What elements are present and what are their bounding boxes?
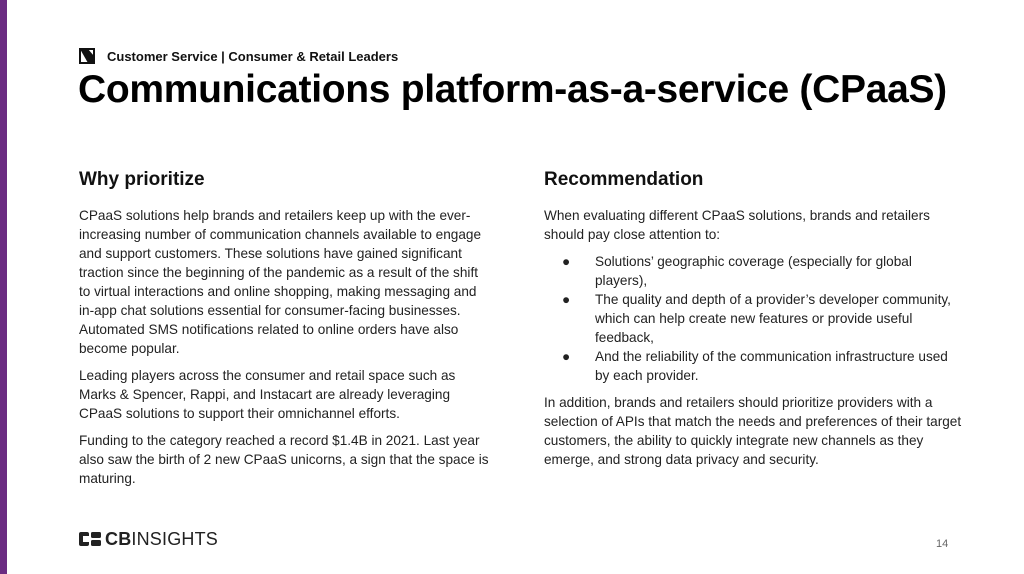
bullet-icon: ● xyxy=(562,349,571,364)
bullet-icon: ● xyxy=(562,292,571,307)
cb-insights-logo-icon xyxy=(79,532,101,546)
intro-paragraph: When evaluating different CPaaS solutions, brands and retailers should pay close attention to: xyxy=(544,208,930,242)
category-label: Customer Service | Consumer & Retail Leaders xyxy=(107,48,399,64)
section-heading: Recommendation xyxy=(544,169,704,190)
list-item xyxy=(544,290,964,347)
paragraph: CPaaS solutions help brands and retailers keep up with the ever-increasing number of communication channels available to engage and support customers. These solutions have gained significant traction since the beginning of the pandemic as a result of the shift to virtual interactions and online shopping, making messaging and in-app chat solutions essential for consumer-facing businesses. Automated SMS notifications related to online orders have also become popular. xyxy=(79,208,482,356)
cb-square-logo-icon xyxy=(79,48,95,64)
closing-paragraph: In addition, brands and retailers should prioritize providers with a selection of APIs that match the needs and preferences of their target customers, the ability to quickly integrate new channels as they emerge, and strong data privacy and security. xyxy=(544,395,962,467)
paragraph: Funding to the category reached a record $1.4B in 2021. Last year also saw the birth of 2 new CPaaS unicorns, a sign that the space is maturing. xyxy=(79,433,489,486)
page-number: 14 xyxy=(936,538,949,550)
accent-bar xyxy=(0,0,7,574)
section-heading: Why prioritize xyxy=(79,169,205,190)
list-item-text: The quality and depth of a provider’s developer community, which can help create new features or provide useful feedback, xyxy=(595,292,951,345)
list-item-text: Solutions’ geographic coverage (especially for global players), xyxy=(595,254,912,288)
page-title: Communications platform-as-a-service (CPaaS) xyxy=(78,68,947,111)
list-item xyxy=(544,252,964,290)
cb-insights-logo xyxy=(79,530,218,548)
paragraph: Leading players across the consumer and retail space such as Marks & Spencer, Rappi, and Instacart are already leveraging CPaaS solutions to support their omnichannel efforts. xyxy=(79,368,456,421)
bullet-icon: ● xyxy=(562,254,571,269)
why-prioritize-section xyxy=(79,168,489,496)
category-header xyxy=(79,46,398,66)
recommendation-section xyxy=(544,168,964,477)
recommendation-list xyxy=(544,252,964,385)
list-item-text: And the reliability of the communication infrastructure used by each provider. xyxy=(595,349,948,383)
logo-wordmark: CBINSIGHTS xyxy=(105,528,219,549)
list-item xyxy=(544,347,964,385)
